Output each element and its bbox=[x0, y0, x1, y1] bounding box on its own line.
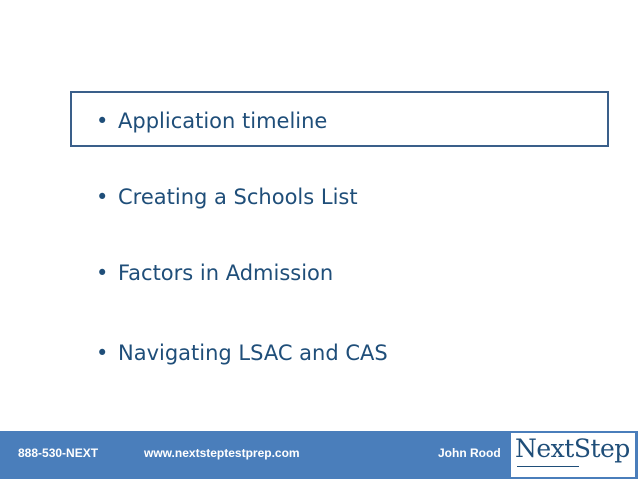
bullet-icon: • bbox=[96, 261, 109, 285]
logo-underline bbox=[517, 466, 579, 467]
bullet-item-application-timeline bbox=[96, 106, 327, 136]
bullet-label: Application timeline bbox=[118, 109, 328, 133]
bullet-item-navigating-lsac bbox=[96, 338, 388, 368]
bullet-label: Factors in Admission bbox=[118, 261, 334, 285]
footer-phone: 888-530-NEXT bbox=[18, 446, 99, 460]
nextstep-logo bbox=[511, 433, 635, 477]
logo-text: NextStep bbox=[515, 434, 630, 463]
bullet-icon: • bbox=[96, 341, 109, 365]
bullet-icon: • bbox=[96, 185, 109, 209]
bullet-icon: • bbox=[96, 109, 109, 133]
bullet-label: Navigating LSAC and CAS bbox=[118, 341, 388, 365]
bullet-item-schools-list bbox=[96, 182, 358, 212]
footer-author: John Rood bbox=[438, 446, 501, 460]
bullet-item-factors-admission bbox=[96, 258, 333, 288]
bullet-label: Creating a Schools List bbox=[118, 185, 358, 209]
footer-website[interactable]: www.nextsteptestprep.com bbox=[144, 446, 300, 460]
